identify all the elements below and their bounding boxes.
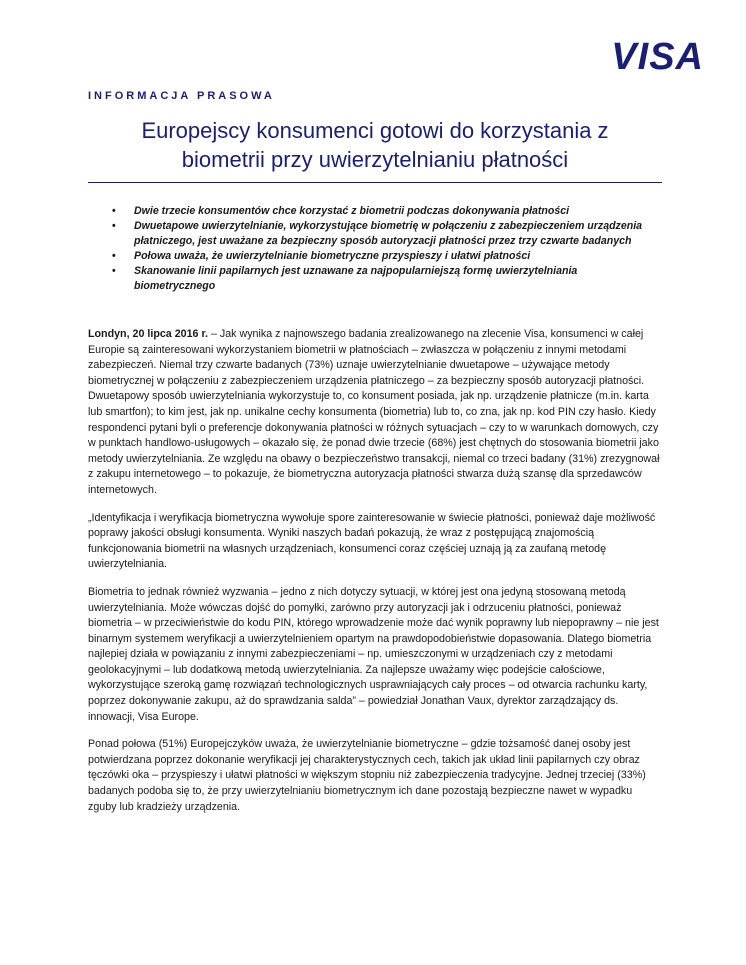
paragraph-2: „Identyfikacja i weryfikacja biometryczna wywołuje spore zainteresowanie w świecie płatności, ponieważ daje możliwość poprawy jakości obsługi konsumenta. Wyniki naszych badań pokazują, że wraz z postępującą znajomością funkcjonowania biometrii na własnych urządzeniach, konsumenci coraz częściej uznają ją za zaufaną metodę uwierzytelniania.	[88, 511, 656, 571]
bullet-icon: •	[112, 250, 116, 262]
key-point-text: Dwuetapowe uwierzytelnianie, wykorzystujące biometrię w połączeniu z zabezpieczeniem urządzenia płatniczego, jest uważane za bezpieczny sposób autoryzacji płatności przez trzy czwarte badanych	[134, 220, 643, 247]
key-point-text: Połowa uważa, że uwierzytelnianie biometryczne przyspieszy i ułatwi płatności	[134, 250, 531, 262]
key-point-text: Skanowanie linii papilarnych jest uznawane za najpopularniejszą formę uwierzytelniania biometrycznego	[134, 265, 578, 292]
title-line-1: Europejscy konsumenci gotowi do korzystania z	[141, 118, 609, 143]
dateline: Londyn, 20 lipca 2016 r.	[88, 328, 208, 340]
paragraph-1	[88, 327, 662, 499]
title-divider	[88, 182, 662, 183]
key-point	[112, 204, 652, 219]
key-points-list	[112, 204, 652, 294]
key-point	[112, 249, 652, 264]
section-label: INFORMACJA PRASOWA	[88, 90, 275, 102]
key-point	[112, 219, 652, 249]
page-title	[88, 116, 662, 174]
paragraph-4: Ponad połowa (51%) Europejczyków uważa, że uwierzytelnianie biometryczne – gdzie tożsamość danej osoby jest potwierdzana poprzez dokonanie weryfikacji jej charakterystycznych cech, takich jak układ linii papilarnych czy obraz tęczówki oka – przyspieszy i ułatwi płatności w większym stopniu niż zabezpieczenia tradycyjne. Jednej trzeciej (33%) badanych podoba się to, że przy uwierzytelnianiu biometrycznym ich dane pozostają bezpieczne nawet w wypadku zguby lub kradzieży urządzenia.	[88, 738, 646, 813]
bullet-icon: •	[112, 220, 116, 232]
title-line-2: biometrii przy uwierzytelnianiu płatności	[181, 147, 569, 172]
paragraph-3: Biometria to jednak również wyzwania – jedno z nich dotyczy sytuacji, w której jest ona jedyną stosowaną metodą uwierzytelniania. Może wówczas dojść do pomyłki, zarówno przy autoryzacji jak i odrzuceniu płatności, ponieważ biometria – w przeciwieństwie do kodu PIN, którego wprowadzenie może dać wynik poprawny lub niepoprawny – nie jest binarnym systemem weryfikacji a uwierzytelnieniem opartym na prawdopodobieństwie dopasowania. Dlatego biometria najlepiej działa w powiązaniu z innymi zabezpieczeniami – np. umieszczonymi w urządzeniach czy z metodami geolokacyjnymi – lub dodatkową metodą uwierzytelniania. Za najlepsze uważamy więc podejście całościowe, wykorzystujące szeroką gamę rozwiązań technologicznych usprawniających cały proces – od otwarcia rachunku karty, poprzez dokonywanie zakupu, aż do sprawdzania salda” – powiedział Jonathan Vaux, dyrektor zarządzający ds. innowacji, Visa Europe.	[88, 585, 659, 723]
bullet-icon: •	[112, 265, 116, 277]
article-body	[88, 327, 662, 827]
visa-logo: VISA	[611, 36, 704, 78]
key-point-text: Dwie trzecie konsumentów chce korzystać z biometrii podczas dokonywania płatności	[134, 205, 570, 217]
bullet-icon: •	[112, 205, 116, 217]
paragraph-1-text: – Jak wynika z najnowszego badania zrealizowanego na zlecenie Visa, konsumenci w całej Europie są zainteresowani wykorzystaniem biometrii w płatnościach – zwłaszcza w połączeniu z innymi metodami zabezpieczeń. Niemal trzy czwarte badanych (73%) uznaje uwierzytelnianie dwuetapowe – używające metody biometrycznej w połączeniu z zabezpieczeniem urządzenia płatniczego – za bezpieczny sposób autoryzacji płatności. Dwuetapowy sposób uwierzytelniania wykorzystuje to, co konsument posiada, jak np. urządzenie płatnicze (m.in. karta lub smartfon); to kim jest, jak np. unikalne cechy konsumenta (biometria) lub to, co zna, jak np. kod PIN czy hasło. Kiedy respondenci pytani byli o preferencje dokonywania płatności w różnych sytuacjach – czy to w warunkach domowych, czy w punktach handlowo-usługowych – okazało się, że ponad dwie trzecie (68%) jest chętnych do stosowania biometrii jako metody uwierzytelniania. Ze względu na obawy o bezpieczeństwo transakcji, niemal co trzeci badany (31%) zrezygnował z zakupu internetowego – to pokazuje, że biometryczna autoryzacja płatności stwarza dużą szansę dla sprzedawców internetowych.	[88, 328, 660, 496]
key-point	[112, 264, 652, 294]
